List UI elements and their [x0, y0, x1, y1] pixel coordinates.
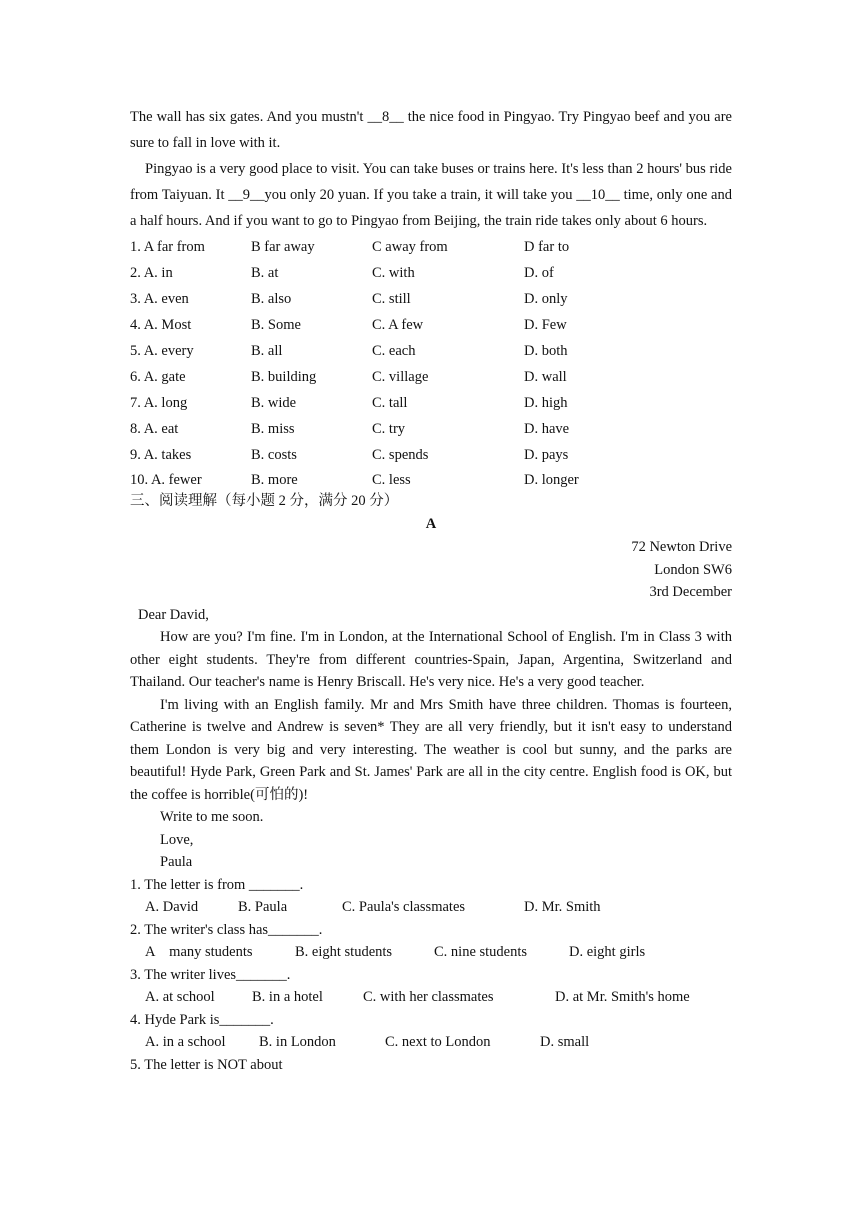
letter-greeting: Dear David,	[138, 606, 209, 623]
questions-list	[130, 874, 732, 1077]
option-a: A. David	[145, 899, 199, 915]
option-b: B. building	[251, 369, 317, 385]
option-b: B. wide	[251, 395, 297, 411]
question-options	[130, 1031, 732, 1054]
letter-body-2: I'm living with an English family. Mr and Mrs Smith have three children. Thomas is fourteen, Catherine is twelve and Andrew is seven* They are all very friendly, but it isn't easy to understand them London is very big and very interesting. The weather is cool but sunny, and the parks are beautiful! Hyde Park, Green Park and St. James' Park are all in the city centre. English food is OK, but the coffee is horrible(可怕的)!	[130, 696, 732, 803]
option-c: C. try	[372, 421, 406, 437]
option-d: D. have	[524, 421, 570, 437]
option-a: 7. A. long	[130, 395, 188, 411]
option-a: 3. A. even	[130, 291, 189, 307]
option-c: C. spends	[372, 447, 429, 463]
question-stem: 4. Hyde Park is_______.	[130, 1011, 274, 1028]
option-c: C. with	[372, 265, 415, 281]
option-b: B. also	[251, 291, 292, 307]
section-title: 三、阅读理解（每小题 2 分，满分 20 分）	[130, 493, 399, 509]
option-a: 2. A. in	[130, 265, 173, 281]
option-c: C. nine students	[434, 944, 528, 960]
reading-label: A	[425, 516, 437, 532]
option-row	[130, 416, 732, 442]
option-c: C. each	[372, 343, 416, 359]
option-row	[130, 286, 732, 312]
option-d: D. wall	[524, 369, 567, 385]
option-c: C. Paula's classmates	[342, 899, 466, 915]
question-options	[130, 986, 732, 1009]
option-b: B. miss	[251, 421, 295, 437]
option-a: 10. A. fewer	[130, 472, 202, 488]
address-date: 3rd December	[649, 584, 732, 600]
option-a: 1. A far from	[130, 239, 205, 255]
option-b: B far away	[251, 239, 315, 255]
option-b: B. in London	[259, 1034, 336, 1050]
option-a: 6. A. gate	[130, 369, 186, 385]
option-b: B. eight students	[295, 944, 393, 960]
option-c: C. next to London	[385, 1034, 491, 1050]
option-b: B. Paula	[238, 899, 288, 915]
option-c: C away from	[372, 239, 448, 255]
letter-closing-line: Love,	[160, 831, 194, 848]
question-options	[130, 941, 732, 964]
worksheet-page	[130, 104, 732, 1076]
passage-paragraph-2: Pingyao is a very good place to visit. You can take buses or trains here. It's less than 2 hours' bus ride from Taiyuan. It __9__you only 20 yuan. If you take a train, it will take you __10__ time, only one and a half hours. And if you want to go to Pingyao from Beijing, the train ride takes only about 6 hours.	[130, 161, 732, 229]
cloze-options-list	[130, 234, 732, 492]
letter-address	[130, 536, 732, 604]
option-row	[130, 338, 732, 364]
option-c: C. less	[372, 472, 411, 488]
question-options	[130, 896, 732, 919]
option-d: D. small	[540, 1034, 590, 1050]
question-stem: 2. The writer's class has_______.	[130, 921, 323, 938]
option-d: D. both	[524, 343, 568, 359]
option-a: 4. A. Most	[130, 317, 192, 333]
option-row	[130, 234, 732, 260]
letter-body-1: How are you? I'm fine. I'm in London, at the International School of English. I'm in Class 3 with other eight students. They're from different countries-Spain, Japan, Argentina, Switzerland and Thailand. Our teacher's name is Henry Briscall. He's very nice. He's a very good teacher.	[130, 629, 732, 690]
option-a: A many students	[145, 944, 253, 960]
option-d: D. longer	[524, 472, 579, 488]
option-c: C. A few	[372, 317, 424, 333]
option-b: B. Some	[251, 317, 301, 333]
passage-paragraph-1: The wall has six gates. And you mustn't __8__ the nice food in Pingyao. Try Pingyao beef and you are sure to fall in love with it.	[130, 109, 732, 151]
option-b: B. all	[251, 343, 283, 359]
option-d: D. of	[524, 265, 554, 281]
option-a: 9. A. takes	[130, 447, 192, 463]
option-c: C. with her classmates	[363, 989, 494, 1005]
option-row	[130, 468, 732, 492]
option-a: 5. A. every	[130, 343, 194, 359]
option-d: D. Mr. Smith	[524, 899, 601, 915]
option-row	[130, 312, 732, 338]
address-line: London SW6	[654, 561, 732, 578]
option-b: B. more	[251, 472, 298, 488]
option-b: B. costs	[251, 447, 297, 463]
letter-closing-line: Write to me soon.	[160, 809, 264, 825]
option-row	[130, 260, 732, 286]
letter-signature: Paula	[160, 854, 193, 870]
option-d: D. Few	[524, 317, 567, 333]
option-c: C. still	[372, 291, 411, 307]
option-d: D. at Mr. Smith's home	[555, 989, 690, 1005]
question-stem: 5. The letter is NOT about	[130, 1056, 283, 1073]
option-c: C. village	[372, 369, 429, 385]
option-d: D. pays	[524, 447, 569, 463]
option-d: D. high	[524, 395, 568, 411]
option-d: D. eight girls	[569, 944, 646, 960]
option-a: A. at school	[145, 989, 215, 1005]
address-line: 72 Newton Drive	[631, 539, 732, 555]
question-stem: 3. The writer lives_______.	[130, 966, 291, 983]
option-d: D. only	[524, 291, 568, 307]
question-stem: 1. The letter is from _______.	[130, 876, 304, 893]
option-a: 8. A. eat	[130, 421, 179, 437]
option-row	[130, 442, 732, 468]
option-b: B. at	[251, 265, 279, 281]
option-b: B. in a hotel	[252, 989, 323, 1005]
option-c: C. tall	[372, 395, 408, 411]
option-d: D far to	[524, 239, 570, 255]
option-a: A. in a school	[145, 1034, 226, 1050]
option-row	[130, 364, 732, 390]
option-row	[130, 390, 732, 416]
